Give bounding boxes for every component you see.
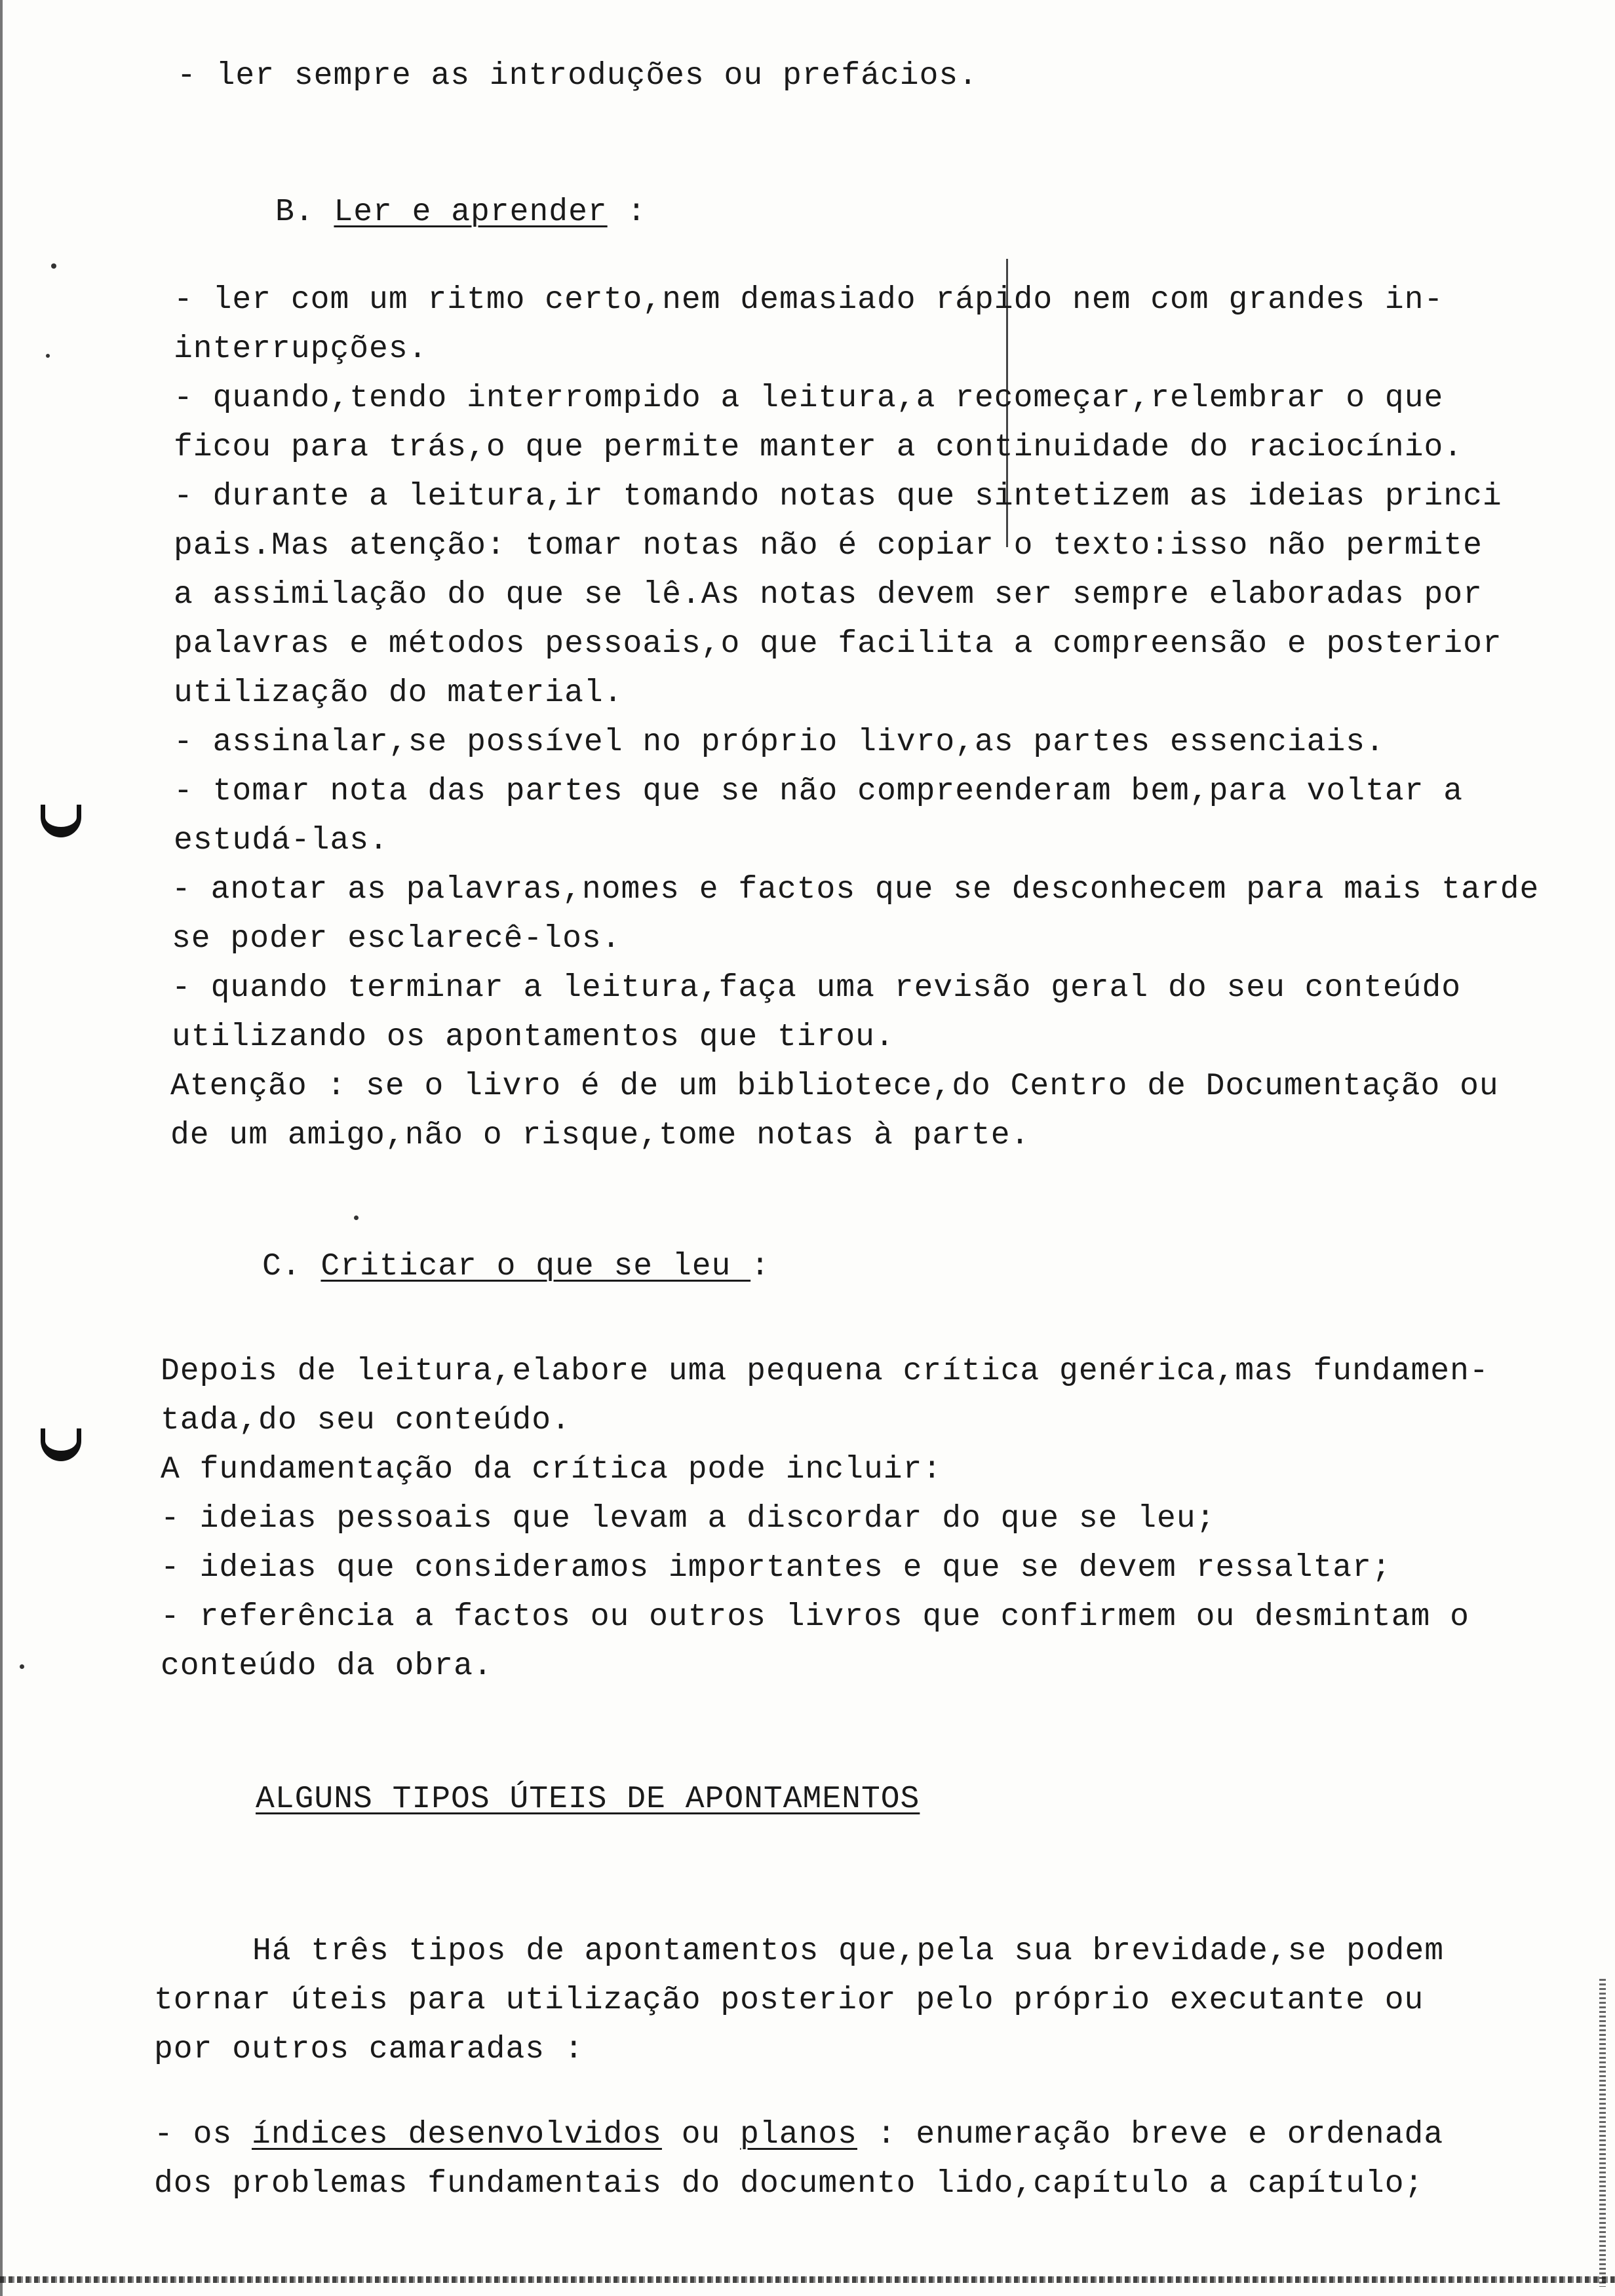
heading-suffix: : (607, 195, 647, 230)
scan-right-edge (1599, 1979, 1606, 2287)
item-term: índices desenvolvidos (252, 2117, 662, 2152)
item-term: planos (740, 2117, 857, 2152)
heading-title: Criticar o que se leu (321, 1249, 751, 1284)
scan-speck (51, 263, 56, 269)
punch-hole-icon (41, 805, 81, 837)
text-line: tornar úteis para utilização posterior pelo próprio executante ou (154, 1983, 1424, 2018)
list-item (154, 2116, 1443, 2153)
text-line: estudá-las. (174, 823, 389, 858)
text-line: - ideias que consideramos importantes e que se devem ressaltar; (161, 1550, 1391, 1586)
item-mid: ou (661, 2117, 741, 2152)
text-line: pais.Mas atenção: tomar notas não é copiar o texto:isso não permite (174, 528, 1483, 564)
heading-prefix: B. (275, 195, 334, 230)
text-line: - tomar nota das partes que se não compreenderam bem,para voltar a (174, 774, 1464, 809)
text-line: - referência a factos ou outros livros que confirmem ou desmintam o (161, 1599, 1469, 1635)
heading-prefix: C. (262, 1249, 321, 1284)
scan-speck (20, 1664, 24, 1669)
text-line: - ideias pessoais que levam a discordar do que se leu; (161, 1501, 1216, 1537)
scan-speck (354, 1215, 359, 1220)
text-line: conteúdo da obra. (161, 1649, 493, 1684)
text-line: - ler com um ritmo certo,nem demasiado rápido nem com grandes in- (174, 282, 1444, 318)
text-line: Há três tipos de apontamentos que,pela sua brevidade,se podem (252, 1934, 1445, 1969)
scan-bottom-edge (0, 2276, 1615, 2283)
text-line: A fundamentação da crítica pode incluir: (161, 1452, 943, 1487)
text-line: - assinalar,se possível no próprio livro,as partes essenciais. (174, 725, 1385, 760)
text-line: - ler sempre as introduções ou prefácios. (177, 58, 978, 94)
punch-hole-icon (41, 1428, 81, 1461)
scan-speck (46, 354, 50, 358)
item-rest: : enumeração breve e ordenada (857, 2117, 1444, 2152)
text-line: tada,do seu conteúdo. (161, 1403, 571, 1438)
text-line: utilizando os apontamentos que tirou. (172, 1020, 895, 1055)
text-line: interrupções. (174, 332, 428, 367)
text-line: ficou para trás,o que permite manter a continuidade do raciocínio. (174, 430, 1464, 465)
text-line: - durante a leitura,ir tomando notas que sintetizem as ideias princi (174, 479, 1502, 514)
text-line: utilização do material. (174, 676, 623, 711)
text-line: de um amigo,não o risque,tome notas à parte. (170, 1118, 1030, 1153)
text-line: a assimilação do que se lê.As notas devem ser sempre elaboradas por (174, 577, 1483, 613)
section-b-heading (275, 194, 646, 231)
text-line: - quando terminar a leitura,faça uma revisão geral do seu conteúdo (172, 970, 1462, 1006)
tipos-heading: ALGUNS TIPOS ÚTEIS DE APONTAMENTOS (256, 1782, 920, 1817)
text-line: - quando,tendo interrompido a leitura,a recomeçar,relembrar o que (174, 381, 1444, 416)
text-line: Depois de leitura,elabore uma pequena crítica genérica,mas fundamen- (161, 1354, 1489, 1389)
text-line: - anotar as palavras,nomes e factos que se desconhecem para mais tarde (172, 872, 1540, 908)
section-c-heading (262, 1248, 770, 1285)
text-line: se poder esclarecê-los. (172, 921, 621, 957)
heading-title: Ler e aprender (334, 195, 608, 230)
text-line: dos problemas fundamentais do documento lido,capítulo a capítulo; (154, 2166, 1424, 2202)
text-line: palavras e métodos pessoais,o que facilita a compreensão e posterior (174, 626, 1502, 662)
scan-left-edge (0, 0, 3, 2296)
text-line: por outros camaradas : (154, 2032, 584, 2067)
text-line: Atenção : se o livro é de um bibliotece,do Centro de Documentação ou (170, 1069, 1499, 1104)
heading-suffix: : (750, 1249, 770, 1284)
item-prefix: - os (154, 2117, 252, 2152)
